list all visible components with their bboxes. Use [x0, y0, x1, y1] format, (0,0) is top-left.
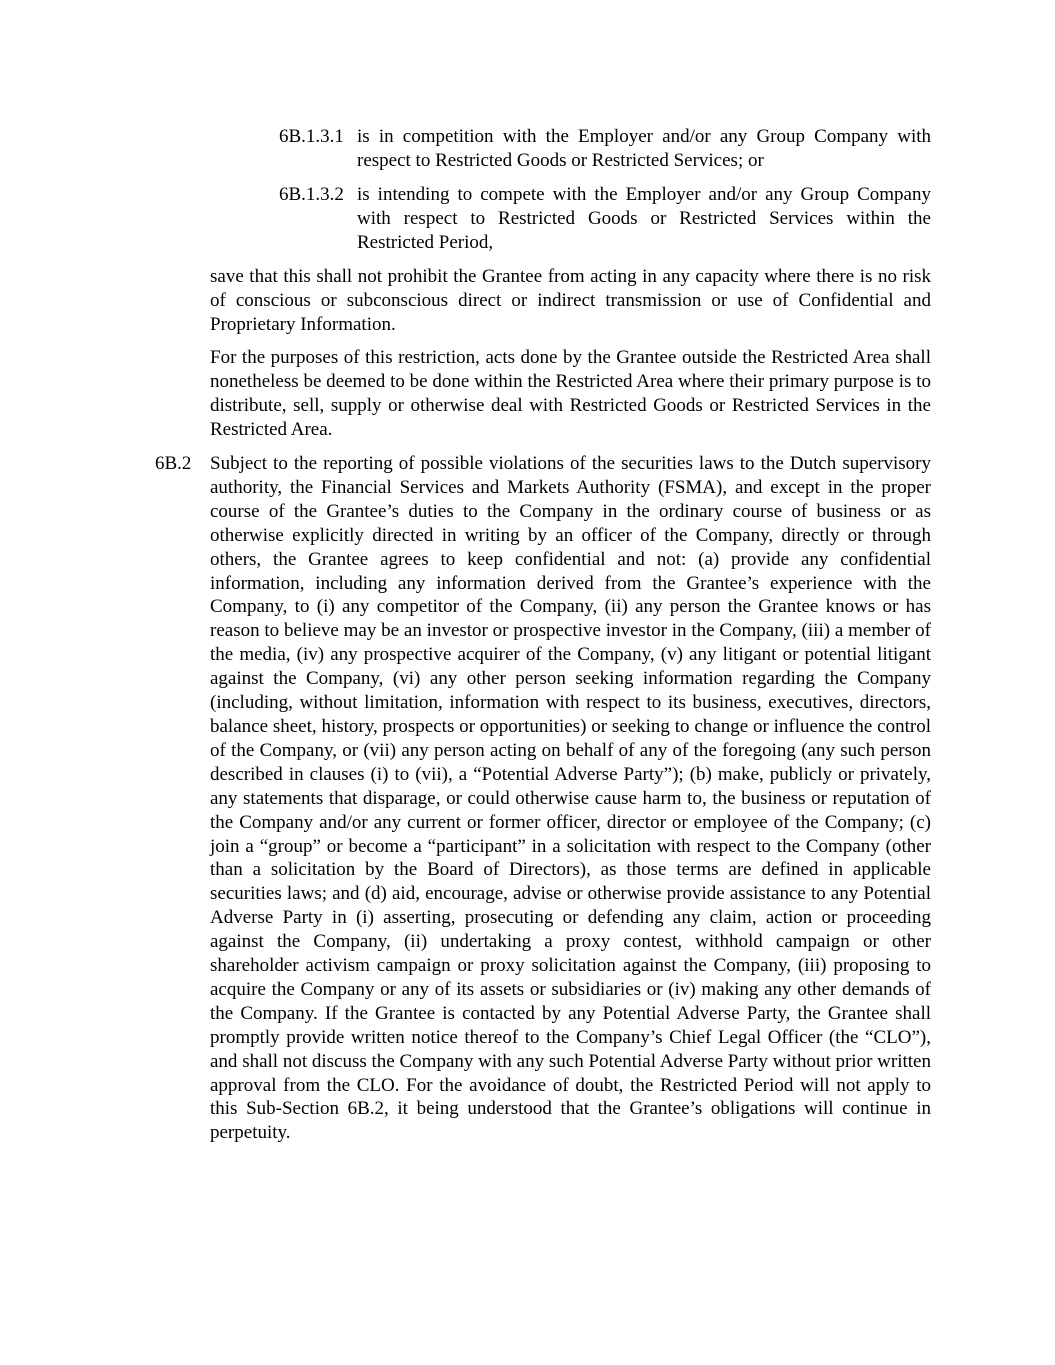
purposes-text: For the purposes of this restriction, acts done by the Grantee outside the Restricted Area shall nonetheless be deemed to be done within the Restricted Area where their primary purpose is to distribute, sell, supply or otherwise deal with Restricted Goods or Restricted Services in the Restricted Area.: [210, 347, 931, 440]
clause-text: Subject to the reporting of possible violations of the securities laws to the Dutch supervisory authority, the Financial Services and Markets Authority (FSMA), and except in the proper course of the Grantee’s duties to the Company in the ordinary course of business or as otherwise explicitly directed in writing by an officer of the Company, directly or through others, the Grantee agrees to keep confidential and not: (a) provide any confidential information, including any information derived from the Grantee’s experience with the Company, to (i) any competitor of the Company, (ii) any person the Grantee knows or has reason to believe may be an investor or prospective investor in the Company, (iii) a member of the media, (iv) any prospective acquirer of the Company, (v) any litigant or potential litigant against the Company, (vi) any other person seeking information regarding the Company (including, without limitation, information with respect to its business, executives, directors, balance sheet, history, prospects or opportunities) or seeking to change or influence the control of the Company, or (vii) any person acting on behalf of any of the foregoing (any such person described in clauses (i) to (vii), a “Potential Adverse Party”); (b) make, publicly or privately, any statements that disparage, or could otherwise cause harm to, the business or reputation of the Company and/or any current or former officer, director or employee of the Company; (c) join a “group” or become a “participant” in a solicitation with respect to the Company (other than a solicitation by the Board of Directors), as those terms are defined in applicable securities laws; and (d) aid, encourage, advise or otherwise provide assistance to any Potential Adverse Party in (i) asserting, prosecuting or defending any claim, action or proceeding against the Company, (ii) undertaking a proxy contest, withhold campaign or other shareholder activism campaign or proxy solicitation against the Company, (iii) proposing to acquire the Company or any of its assets or subsidiaries or (iv) making any other demands of the Company. If the Grantee is contacted by any Potential Adverse Party, the Grantee shall promptly provide written notice thereof to the Company’s Chief Legal Officer (the “CLO”), and shall not discuss the Company with any such Potential Adverse Party without prior written approval from the CLO. For the avoidance of doubt, the Restricted Period will not apply to this Sub-Section 6B.2, it being understood that the Grantee’s obligations will continue in perpetuity.: [210, 453, 931, 1144]
save-that-paragraph: [210, 265, 931, 337]
subclause-6b132: [279, 183, 931, 255]
subclause-text: is in competition with the Employer and/or any Group Company with respect to Restricted Goods or Restricted Services; or: [357, 126, 931, 171]
subclause-number: 6B.1.3.1: [279, 126, 344, 147]
clause-number: 6B.2: [155, 453, 192, 474]
save-that-text: save that this shall not prohibit the Grantee from acting in any capacity where there is no risk of conscious or subconscious direct or indirect transmission or use of Confidential and Proprietary Information.: [210, 266, 931, 335]
clause-6b2: [155, 452, 931, 1145]
subclause-number: 6B.1.3.2: [279, 184, 344, 205]
subclause-text: is intending to compete with the Employer and/or any Group Company with respect to Restricted Goods or Restricted Services within the Restricted Period,: [357, 184, 931, 253]
subclause-6b131: [279, 125, 931, 173]
purposes-paragraph: [210, 346, 931, 442]
